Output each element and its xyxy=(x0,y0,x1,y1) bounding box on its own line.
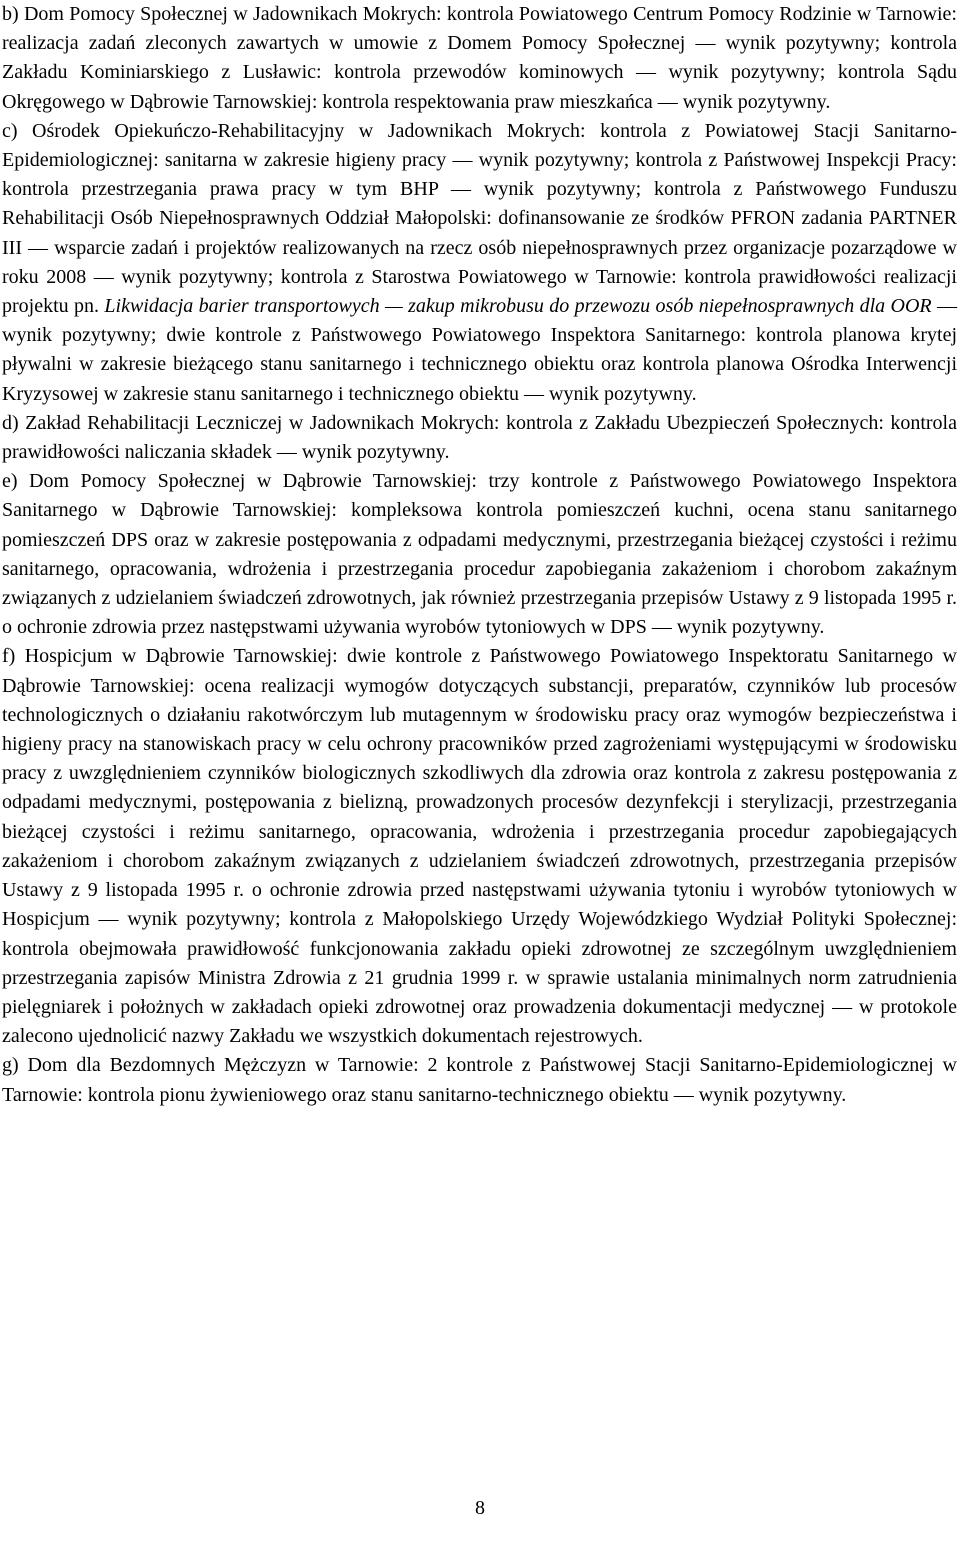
paragraph-e: e) Dom Pomocy Społecznej w Dąbrowie Tarnowskiej: trzy kontrole z Państwowego Powiatowego Inspektora Sanitarnego w Dąbrowie Tarnowskiej: kompleksowa kontrola pomieszczeń kuchni, ocena stanu sanitarnego pomieszczeń DPS oraz w zakresie postępowania z odpadami medycznymi, przestrzegania bieżącej czystości i reżimu sanitarnego, opracowania, wdrożenia i przestrzegania procedur zapobiegania zakażeniom i chorobom zakaźnym związanych z udzielaniem świadczeń zdrowotnych, jak również przestrzegania przepisów Ustawy z 9 listopada 1995 r. o ochronie zdrowia przez następstwami używania wyrobów tytoniowych w DPS — wynik pozytywny. xyxy=(2,470,957,639)
page-number: 8 xyxy=(475,1497,485,1519)
paragraph-g: g) Dom dla Bezdomnych Mężczyzn w Tarnowie: 2 kontrole z Państwowej Stacji Sanitarno-Epidemiologicznej w Tarnowie: kontrola pionu żywieniowego oraz stanu sanitarno-technicznego obiektu — wynik pozytywny. xyxy=(2,1054,957,1106)
paragraph-d: d) Zakład Rehabilitacji Leczniczej w Jadownikach Mokrych: kontrola z Zakładu Ubezpieczeń Społecznych: kontrola prawidłowości naliczania składek — wynik pozytywny. xyxy=(2,411,957,464)
paragraph-c-text-start: c) Ośrodek Opiekuńczo-Rehabilitacyjny w Jadownikach Mokrych: kontrola z Powiatowej Stacji Sanitarno-Epidemiologicznej: sanitarna w zakresie higieny pracy — wynik pozytywny; kontrola z Państwowej Inspekcji Pracy: kontrola przestrzegania prawa pracy w tym BHP — wynik pozytywny; kontrola z Państwowego Funduszu Rehabilitacji Osób Niepełnosprawnych Oddział Małopolski: dofinansowanie ze środków PFRON zadania PARTNER III — wsparcie zadań i projektów realizowanych na rzecz osób niepełnosprawnych przez organizacje pozarządowe w roku 2008 — wynik pozytywny; kontrola z Starostwa Powiatowego w Tarnowie: kontrola prawidłowości realizacji projektu pn. xyxy=(2,119,957,318)
document-body xyxy=(2,0,957,1110)
paragraph-f: f) Hospicjum w Dąbrowie Tarnowskiej: dwie kontrole z Państwowego Powiatowego Inspektoratu Sanitarnego w Dąbrowie Tarnowskiej: ocena realizacji wymogów dotyczących substancji, preparatów, czynników lub procesów technologicznych o działaniu rakotwórczym lub mutagennym w środowisku pracy oraz wymogów bezpieczeństwa i higieny pracy na stanowiskach pracy w celu ochrony pracowników przed zagrożeniami występującymi w środowisku pracy z uwzględnieniem czynników biologicznych szkodliwych dla zdrowia oraz kontrola z zakresu postępowania z odpadami medycznymi, postępowania z bielizną, prowadzonych procesów dezynfekcji i sterylizacji, przestrzegania bieżącej czystości i reżimu sanitarnego, opracowania, wdrożenia i przestrzegania procedur zapobiegających zakażeniom i chorobom zakaźnym związanych z udzielaniem świadczeń zdrowotnych, przestrzegania przepisów Ustawy z 9 listopada 1995 r. o ochronie zdrowia przed następstwami używania tytoniu i wyrobów tytoniowych w Hospicjum — wynik pozytywny; kontrola z Małopolskiego Urzędy Wojewódzkiego Wydział Polityki Społecznej: kontrola obejmowała prawidłowość funkcjonowania zakładu opieki zdrowotnej ze szczególnym uwzględnieniem przestrzegania zapisów Ministra Zdrowia z 21 grudnia 1999 r. w sprawie ustalania minimalnych norm zatrudnienia pielęgniarek i położnych w zakładach opieki zdrowotnej oraz prowadzenia dokumentacji medycznej — w protokole zalecono ujednolicić nazwy Zakładu we wszystkich dokumentach rejestrowych. xyxy=(2,645,957,1048)
paragraph-c-project-title: Likwidacja barier transportowych — zakup mikrobusu do przewozu osób niepełnosprawnych dla OOR xyxy=(104,295,932,318)
paragraph-c xyxy=(2,117,957,409)
paragraph-c-text-end: — wynik pozytywny; dwie kontrole z Państwowego Powiatowego Inspektora Sanitarnego: kontrola planowa krytej pływalni w zakresie bieżącego stanu sanitarnego i technicznego obiektu oraz kontrola planowa Ośrodka Interwencji Kryzysowej w zakresie stanu sanitarnego i technicznego obiektu — wynik pozytywny. xyxy=(2,295,958,405)
paragraph-b: b) Dom Pomocy Społecznej w Jadownikach Mokrych: kontrola Powiatowego Centrum Pomocy Rodzinie w Tarnowie: realizacja zadań zleconych zawartych w umowie z Domem Pomocy Społecznej — wynik pozytywny; kontrola Zakładu Kominiarskiego z Lusławic: kontrola przewodów kominowych — wynik pozytywny; kontrola Sądu Okręgowego w Dąbrowie Tarnowskiej: kontrola respektowania praw mieszkańca — wynik pozytywny. xyxy=(2,3,957,113)
